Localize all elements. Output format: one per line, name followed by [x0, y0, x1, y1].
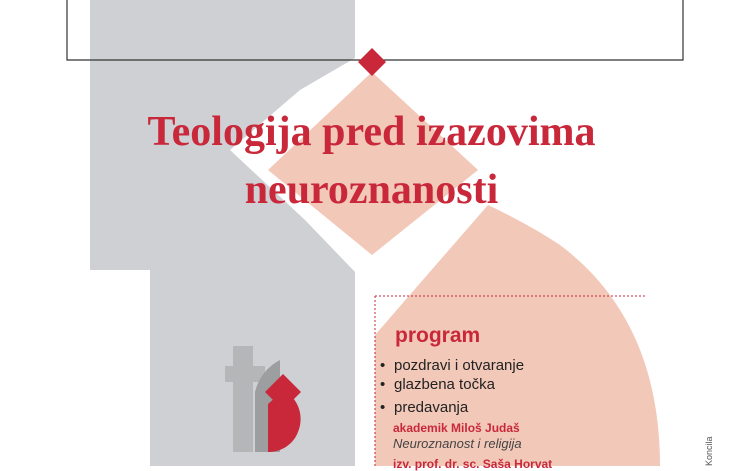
- grey-shape-body: [90, 0, 355, 466]
- speaker-name: akademik Miloš Judaš: [393, 421, 520, 435]
- program-heading: program: [395, 324, 481, 347]
- program-item: • glazbena točka: [380, 376, 495, 393]
- red-diamond: [358, 48, 386, 76]
- title-line-1: Teologija pred izazovima: [147, 109, 596, 155]
- photo-credit: Koncila: [704, 436, 714, 466]
- program-item: • pozdravi i otvaranje: [380, 357, 525, 374]
- speaker-topic: Neuroznanost i religija: [393, 436, 522, 451]
- title-line-2: neuroznanosti: [244, 167, 499, 213]
- program-item: • predavanja: [380, 399, 469, 416]
- speaker-name: izv. prof. dr. sc. Saša Horvat: [393, 457, 553, 471]
